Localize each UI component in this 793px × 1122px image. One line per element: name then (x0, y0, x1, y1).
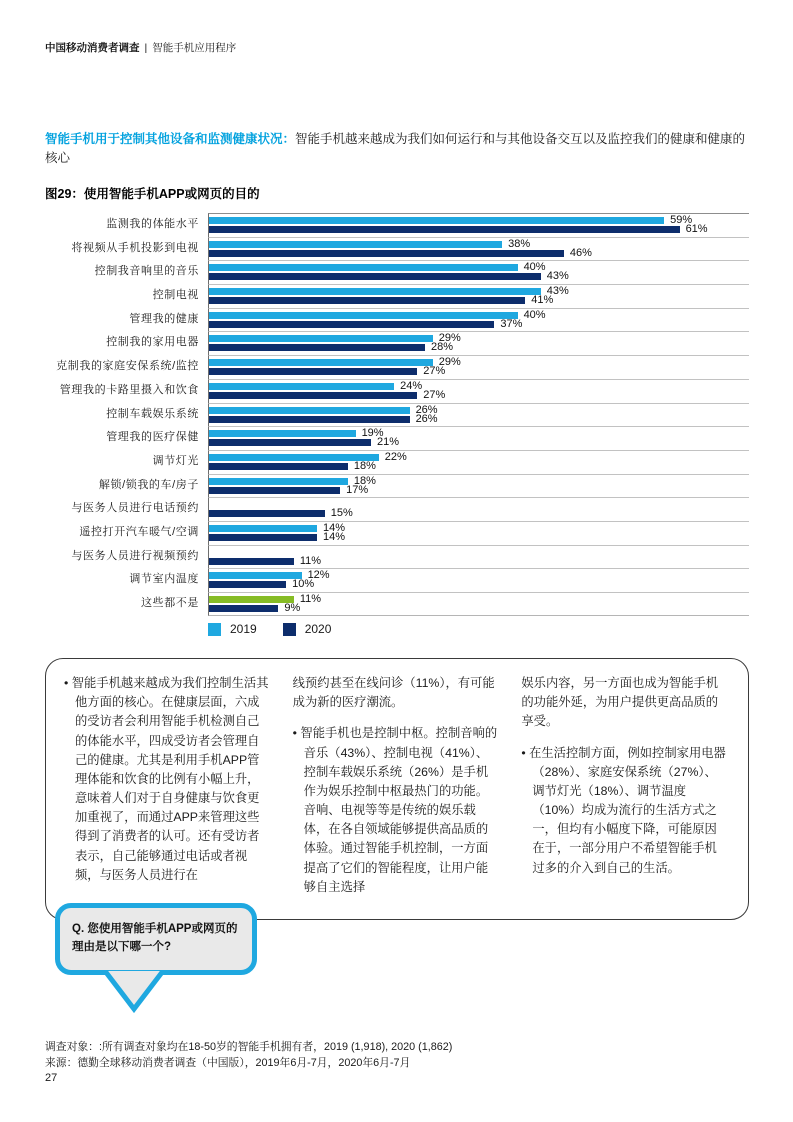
category-label: 管理我的卡路里摄入和饮食 (59, 383, 199, 396)
value-label: 46% (569, 246, 592, 259)
chart-row (45, 308, 749, 332)
bar-2019 (209, 525, 317, 532)
value-label: 26% (415, 403, 438, 416)
page-number: 27 (45, 1072, 58, 1084)
source-note (45, 1039, 452, 1071)
value-label: 19% (361, 427, 384, 440)
header-report-title: 中国移动消费者调查 (45, 42, 140, 54)
bar-2019 (209, 478, 348, 485)
value-label: 59% (670, 214, 693, 226)
category-label: 控制电视 (152, 289, 199, 302)
value-label: 18% (353, 474, 376, 487)
value-label: 15% (330, 507, 353, 520)
bar-2020 (209, 297, 525, 304)
intro-text: 智能手机越来越成为我们如何运行和与其他设备交互以及监控我们的健康和健康的核心 (45, 132, 746, 166)
plot-band (208, 450, 749, 474)
plot-band (208, 284, 749, 308)
bar-2020 (209, 368, 417, 375)
chart-row (45, 331, 749, 355)
value-label: 18% (353, 459, 376, 472)
bar-2020 (209, 581, 286, 588)
bar-2020 (209, 487, 340, 494)
chart-row (45, 497, 749, 521)
chart-row (45, 355, 749, 379)
plot-band (208, 308, 749, 332)
category-label: 管理我的健康 (129, 312, 199, 325)
bar-2020 (209, 344, 425, 351)
bar-2019 (209, 217, 664, 224)
plot-band (208, 355, 749, 379)
plot-band (208, 403, 749, 427)
plot-band (208, 592, 749, 616)
plot-band (208, 426, 749, 450)
commentary-column-1 (64, 674, 271, 909)
chart-row (45, 379, 749, 403)
value-label: 11% (299, 593, 322, 605)
value-label: 11% (299, 554, 322, 567)
bar-2020 (209, 226, 680, 233)
value-label: 22% (384, 450, 407, 463)
commentary-paragraph: • 在生活控制方面，例如控制家用电器（28%）、家庭安保系统（27%）、调节灯光（18%）、调节温度（10%）均成为流行的生活方式之一，但均有小幅度下降，可能原因在于，一部分用户不希望智能手机过多的介入到自己的生活。 (521, 744, 728, 878)
bar-2019 (209, 407, 410, 414)
legend-swatch-2019 (208, 623, 221, 636)
chart-legend (208, 622, 357, 636)
bar-2020 (209, 392, 417, 399)
bar-2020 (209, 321, 494, 328)
value-label: 40% (523, 261, 546, 274)
value-label: 24% (400, 379, 423, 392)
chart-row (45, 450, 749, 474)
question-bubble-tail-icon (101, 970, 167, 1014)
value-label: 29% (438, 332, 461, 345)
category-label: 将视频从手机投影到电视 (71, 241, 199, 254)
bar-2019 (209, 264, 518, 271)
plot-band (208, 260, 749, 284)
value-label: 43% (546, 285, 569, 298)
intro-lead: 智能手机用于控制其他设备和监测健康状况： (45, 132, 296, 146)
chart-row (45, 545, 749, 569)
value-label: 21% (377, 436, 400, 449)
page-header (45, 40, 236, 55)
bar-2020 (209, 558, 294, 565)
value-label: 38% (508, 237, 531, 250)
chart-row (45, 260, 749, 284)
value-label: 14% (323, 530, 346, 543)
plot-band (208, 379, 749, 403)
chart-row (45, 592, 749, 616)
chart-row (45, 474, 749, 498)
category-label: 与医务人员进行电话预约 (71, 502, 199, 515)
value-label: 40% (523, 308, 546, 321)
value-label: 26% (415, 412, 438, 425)
plot-band (208, 497, 749, 521)
bar-2019 (209, 383, 394, 390)
legend-label-2019: 2019 (230, 622, 257, 636)
value-label: 37% (500, 317, 523, 330)
source-line: 来源：德勤全球移动消费者调查（中国版），2019年6月-7月，2020年6月-7月 (45, 1057, 411, 1070)
question-bubble (55, 903, 285, 1014)
bar-2019 (209, 430, 356, 437)
chart-row (45, 284, 749, 308)
category-label: 调节灯光 (152, 454, 199, 467)
value-label: 61% (685, 223, 708, 235)
category-label: 控制我音响里的音乐 (94, 265, 199, 278)
commentary-column-3 (521, 674, 728, 909)
bar-2020 (209, 510, 325, 517)
category-label: 克制我的家庭安保系统/监控 (56, 360, 199, 373)
commentary-box (45, 658, 749, 920)
question-text: Q. 您使用智能手机APP或网页的理由是以下哪一个? (72, 923, 238, 953)
bar-2020 (209, 534, 317, 541)
bar-2020 (209, 273, 541, 280)
commentary-paragraph: • 智能手机越来越成为我们控制生活其他方面的核心。在健康层面，六成的受访者会利用智能手机检测自己的体能水平，四成受访者会管理自己的健康。尤其是利用手机APP管理体能和饮食的比例有小幅上升，意味着人们对于自身健康与饮食更加重视了，而通过APP来管理这些得到了消费者的认可。还有受访者表示，自己能够通过电话或者视频，与医务人员进行在 (64, 674, 271, 885)
plot-band (208, 331, 749, 355)
plot-band (208, 474, 749, 498)
bar-2020 (209, 416, 410, 423)
value-label: 27% (423, 365, 446, 378)
legend-label-2020: 2020 (304, 622, 332, 636)
value-label: 10% (292, 578, 315, 591)
value-label: 27% (423, 388, 446, 401)
chart-row (45, 403, 749, 427)
chart-row (45, 237, 749, 261)
bar-2020 (209, 439, 371, 446)
value-label: 29% (438, 356, 461, 369)
bar-2020 (209, 605, 278, 612)
commentary-paragraph: 线预约甚至在线问诊（11%），有可能成为新的医疗潮流。 (292, 676, 495, 710)
legend-swatch-2020 (283, 623, 296, 636)
plot-band (208, 568, 749, 592)
category-label: 监测我的体能水平 (106, 218, 199, 230)
value-label: 9% (284, 602, 301, 614)
plot-band (208, 521, 749, 545)
category-label: 控制车载娱乐系统 (106, 407, 199, 420)
bar-2019 (209, 359, 433, 366)
bar-2020 (209, 250, 564, 257)
bar-2019 (209, 288, 541, 295)
category-label: 调节室内温度 (129, 573, 199, 586)
plot-band (208, 213, 749, 237)
category-label: 遥控打开汽车暖气/空调 (79, 525, 199, 538)
bar-2020 (209, 463, 348, 470)
header-section-title: 智能手机应用程序 (152, 42, 237, 54)
chart-row (45, 426, 749, 450)
category-label: 与医务人员进行视频预约 (71, 549, 199, 562)
plot-band (208, 545, 749, 569)
intro-paragraph (45, 130, 752, 169)
value-label: 28% (431, 341, 454, 354)
category-label: 控制我的家用电器 (106, 336, 199, 349)
chart-row (45, 568, 749, 592)
plot-band (208, 237, 749, 261)
commentary-column-2 (293, 674, 500, 909)
category-label: 解锁/锁我的车/房子 (98, 478, 199, 491)
bar-chart (45, 213, 749, 616)
category-label: 管理我的医疗保健 (106, 431, 199, 444)
bar-2019 (209, 596, 294, 603)
figure-title: 图29：使用智能手机APP或网页的目的 (45, 187, 260, 201)
category-label: 这些都不是 (141, 597, 199, 609)
bar-2019 (209, 335, 433, 342)
value-label: 43% (546, 270, 569, 283)
chart-row (45, 213, 749, 237)
bar-2019 (209, 572, 302, 579)
chart-row (45, 521, 749, 545)
value-label: 14% (323, 521, 346, 534)
value-label: 17% (346, 483, 369, 496)
bar-2019 (209, 312, 518, 319)
bar-2019 (209, 241, 502, 248)
commentary-paragraph: • 智能手机也是控制中枢。控制音响的音乐（43%）、控制电视（41%）、控制车载娱乐系统（26%）是手机作为娱乐控制中枢最热门的功能。音响、电视等等是传统的娱乐载体，在各自领域能够提供高品质的体验。通过智能手机控制，一方面提高了它们的智能程度，让用户能够自主选择 (293, 724, 500, 897)
respondents-note: 调查对象：:所有调查对象均在18-50岁的智能手机拥有者，2019 (1,918), 2020 (1,862) (45, 1041, 453, 1053)
value-label: 12% (307, 569, 330, 582)
value-label: 41% (531, 294, 554, 307)
header-separator: | (144, 42, 148, 54)
commentary-paragraph: 娱乐内容，另一方面也成为智能手机的功能外延，为用户提供更高品质的享受。 (521, 676, 719, 729)
question-bubble-body (55, 903, 257, 975)
